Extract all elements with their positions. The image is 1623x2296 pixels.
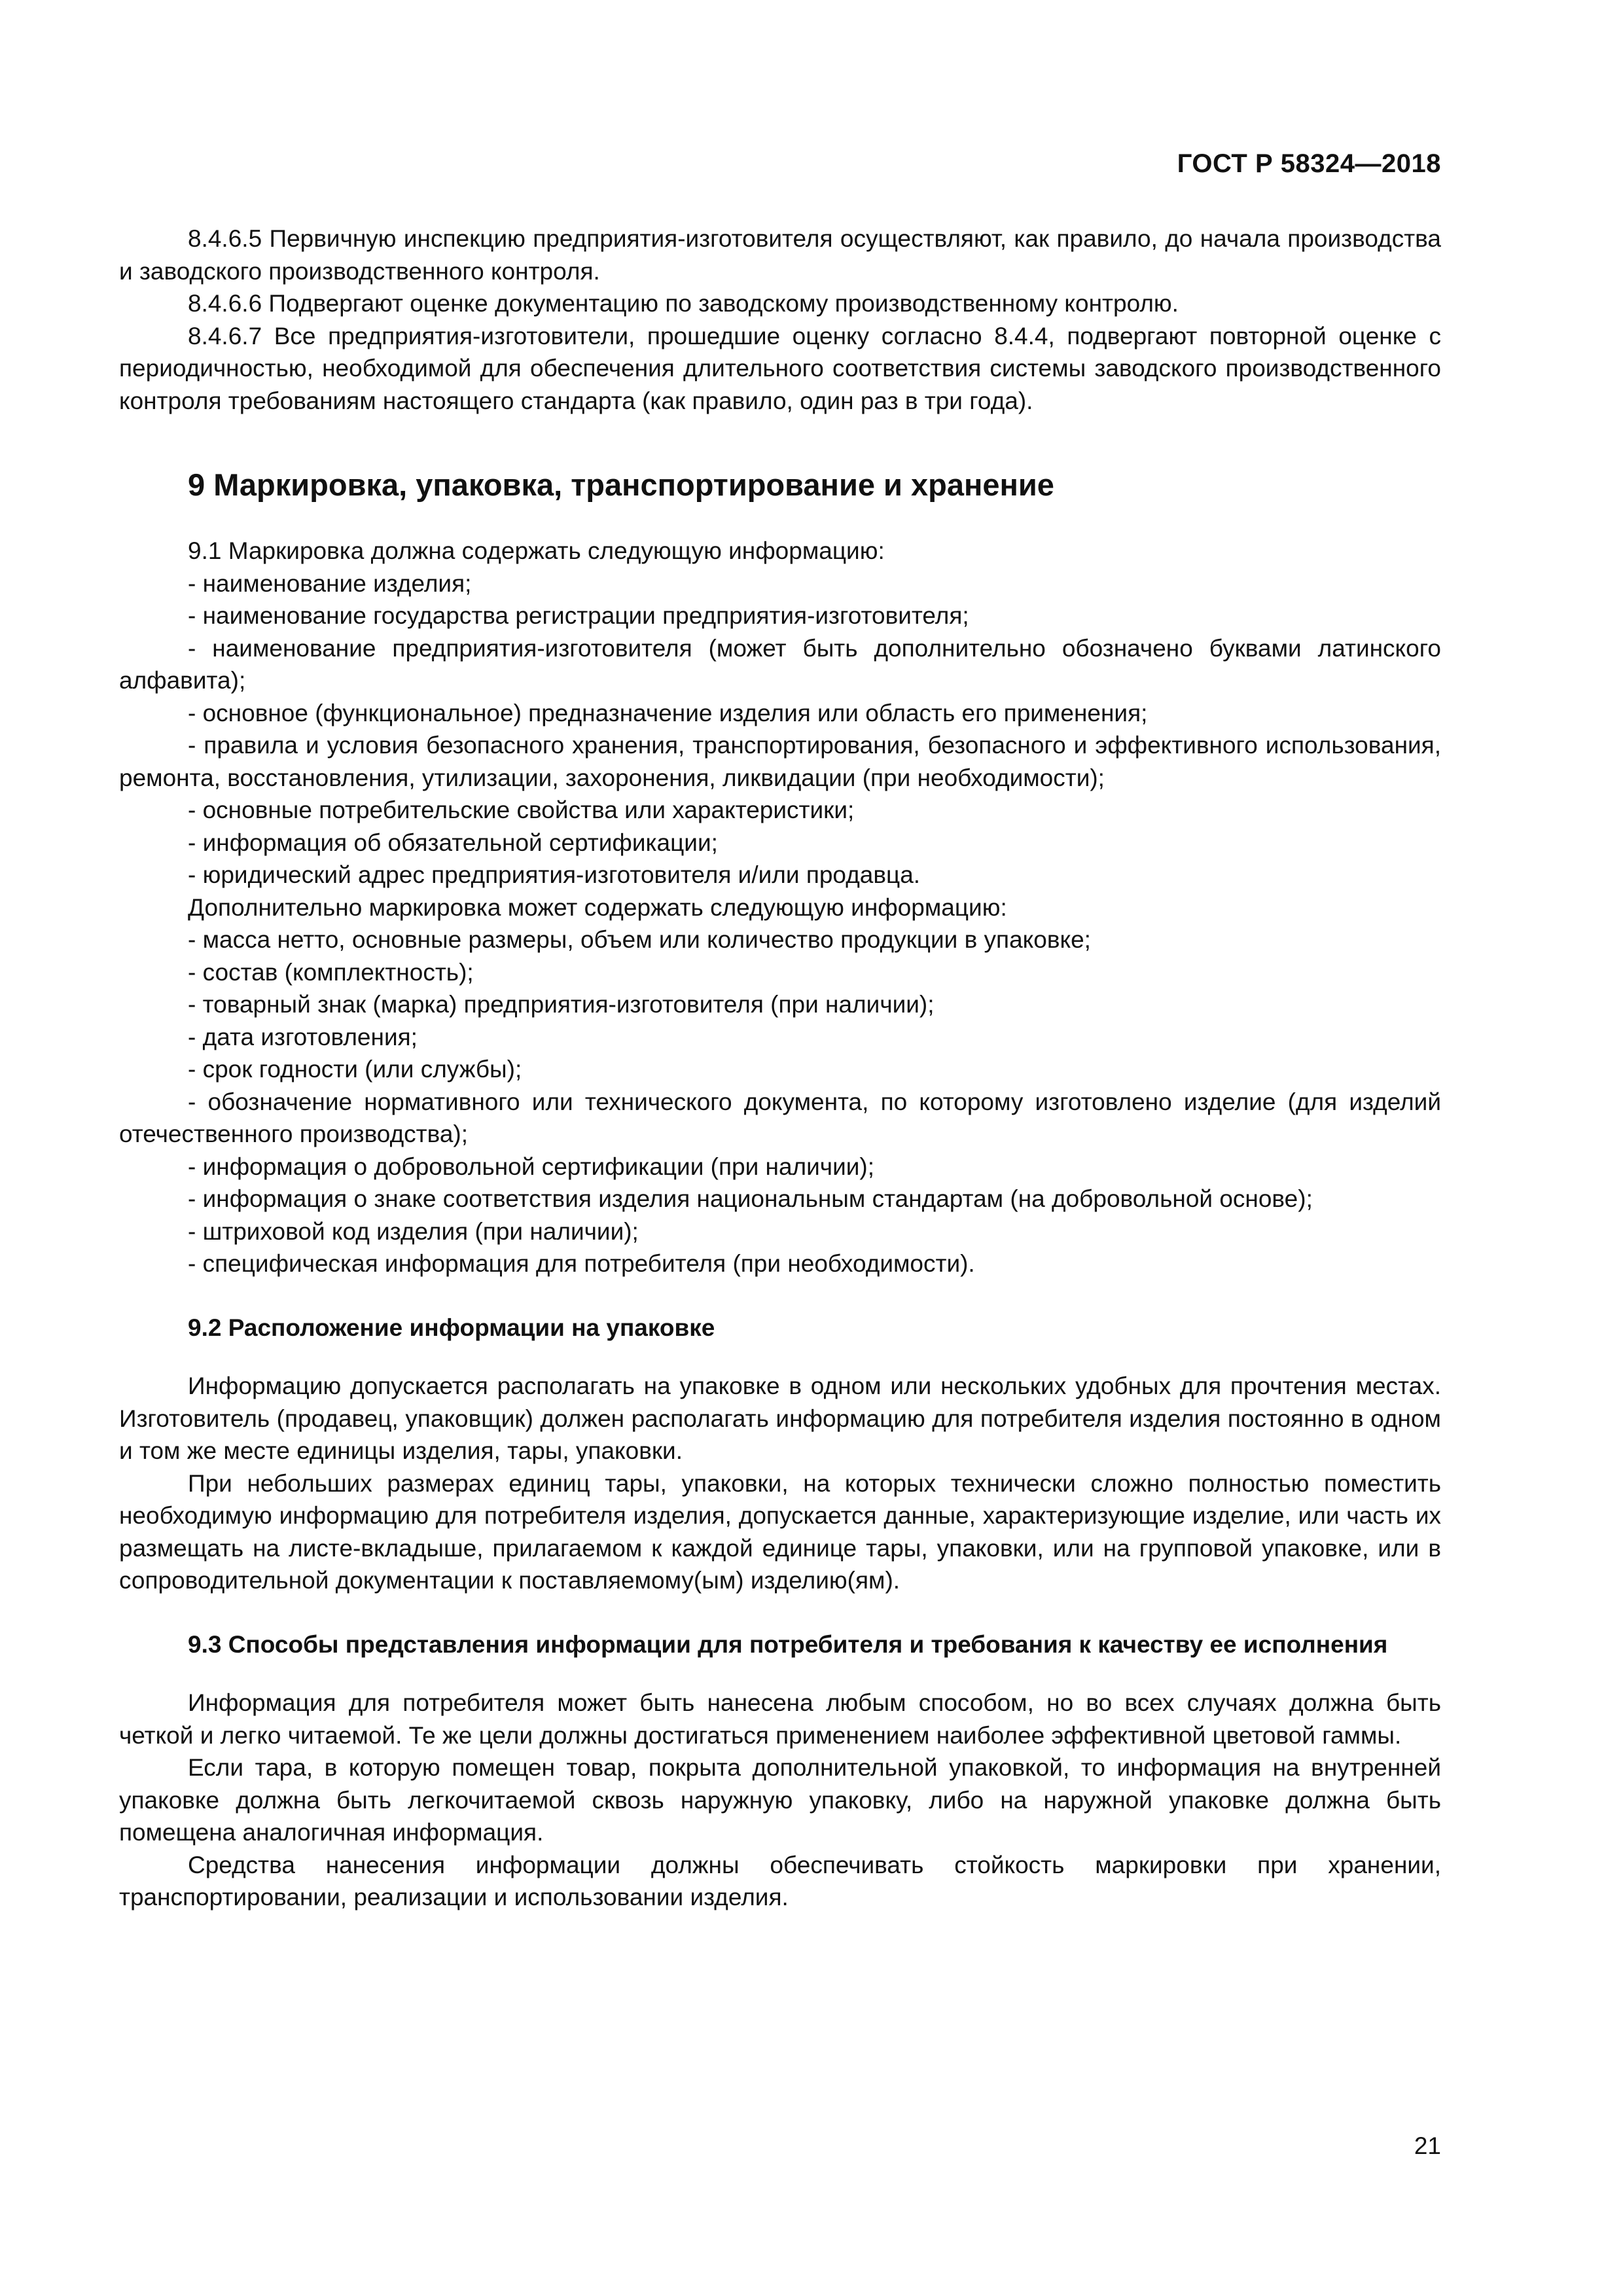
list-item: - информация о добровольной сертификации (при наличии); — [188, 1153, 875, 1180]
document-body — [119, 223, 1441, 1914]
paragraph-9-3-c: Средства нанесения информации должны обеспечивать стойкость маркировки при хранении, транспортировании, реализации и использовании изделия. — [119, 1851, 1441, 1910]
list-item: - информация об обязательной сертификации; — [188, 829, 718, 856]
section-9-title: 9 Маркировка, упаковка, транспортирование и хранение — [188, 467, 1054, 502]
list-item: - товарный знак (марка) предприятия-изготовителя (при наличии); — [188, 991, 935, 1018]
paragraph-8-4-6-6: 8.4.6.6 Подвергают оценке документацию по заводскому производственному контролю. — [188, 290, 1179, 317]
list-item: - штриховой код изделия (при наличии); — [188, 1217, 639, 1245]
list-item: - юридический адрес предприятия-изготовителя и/или продавца. — [188, 861, 921, 888]
paragraph-additional-intro: Дополнительно маркировка может содержать следующую информацию: — [188, 893, 1007, 921]
list-item: - наименование государства регистрации предприятия-изготовителя; — [188, 602, 969, 629]
paragraph-9-3-b: Если тара, в которую помещен товар, покрыта дополнительной упаковкой, то информация на внутренней упаковке должна быть легкочитаемой сквозь наружную упаковку, либо на наружной упаковке должна быть помещена аналогичная информация. — [119, 1754, 1441, 1846]
paragraph-9-3-a: Информация для потребителя может быть нанесена любым способом, но во всех случаях должна быть четкой и легко читаемой. Те же цели должны достигаться применением наиболее эффективной цветовой гаммы. — [119, 1689, 1441, 1749]
list-item: - наименование изделия; — [188, 569, 472, 597]
list-item: - наименование предприятия-изготовителя (может быть дополнительно обозначено буквами латинского алфавита); — [119, 634, 1441, 694]
page-number: 21 — [1414, 2132, 1441, 2159]
list-item: - дата изготовления; — [188, 1023, 418, 1050]
paragraph-8-4-6-7: 8.4.6.7 Все предприятия-изготовители, прошедшие оценку согласно 8.4.4, подвергают повторной оценке с периодичностью, необходимой для обеспечения длительного соответствия системы заводского производственного контроля требованиям настоящего стандарта (как правило, один раз в три года). — [119, 322, 1441, 414]
list-item: - обозначение нормативного или технического документа, по которому изготовлено изделие (для изделий отечественного производства); — [119, 1088, 1441, 1147]
list-item: - состав (комплектность); — [188, 958, 474, 986]
list-item: - срок годности (или службы); — [188, 1056, 522, 1083]
document-code-header: ГОСТ Р 58324—2018 — [1177, 149, 1441, 178]
section-9-2-title: 9.2 Расположение информации на упаковке — [188, 1314, 715, 1341]
paragraph-9-2-a: Информацию допускается располагать на упаковке в одном или нескольких удобных для прочтения местах. Изготовитель (продавец, упаковщик) должен располагать информацию для потребителя изделия постоянно в одном и том же месте единицы изделия, тары, упаковки. — [119, 1372, 1441, 1464]
document-page — [119, 0, 1441, 2296]
list-item: - правила и условия безопасного хранения, транспортирования, безопасного и эффективного использования, ремонта, восстановления, утилизации, захоронения, ликвидации (при необходимости); — [119, 732, 1441, 791]
section-9-3-title: 9.3 Способы представления информации для потребителя и требования к качеству ее исполнения — [188, 1630, 1388, 1658]
list-item: - информация о знаке соответствия изделия национальным стандартам (на добровольной основе); — [188, 1185, 1313, 1212]
list-item: - основные потребительские свойства или характеристики; — [188, 797, 855, 823]
paragraph-9-2-b: При небольших размерах единиц тары, упаковки, на которых технически сложно полностью поместить необходимую информацию для потребителя изделия, допускается данные, характеризующие изделие, или часть их размещать на листе-вкладыше, прилагаемом к каждой единице тары, упаковки, или на групповой упаковке, или в сопроводительной документации к поставляемому(ым) изделию(ям). — [119, 1469, 1441, 1594]
list-item: - специфическая информация для потребителя (при необходимости). — [188, 1250, 975, 1277]
list-item: - основное (функциональное) предназначение изделия или область его применения; — [188, 699, 1148, 726]
paragraph-9-1-intro: 9.1 Маркировка должна содержать следующую информацию: — [188, 537, 885, 564]
list-item: - масса нетто, основные размеры, объем или количество продукции в упаковке; — [188, 926, 1091, 953]
paragraph-8-4-6-5: 8.4.6.5 Первичную инспекцию предприятия-изготовителя осуществляют, как правило, до начала производства и заводского производственного контроля. — [119, 225, 1441, 285]
